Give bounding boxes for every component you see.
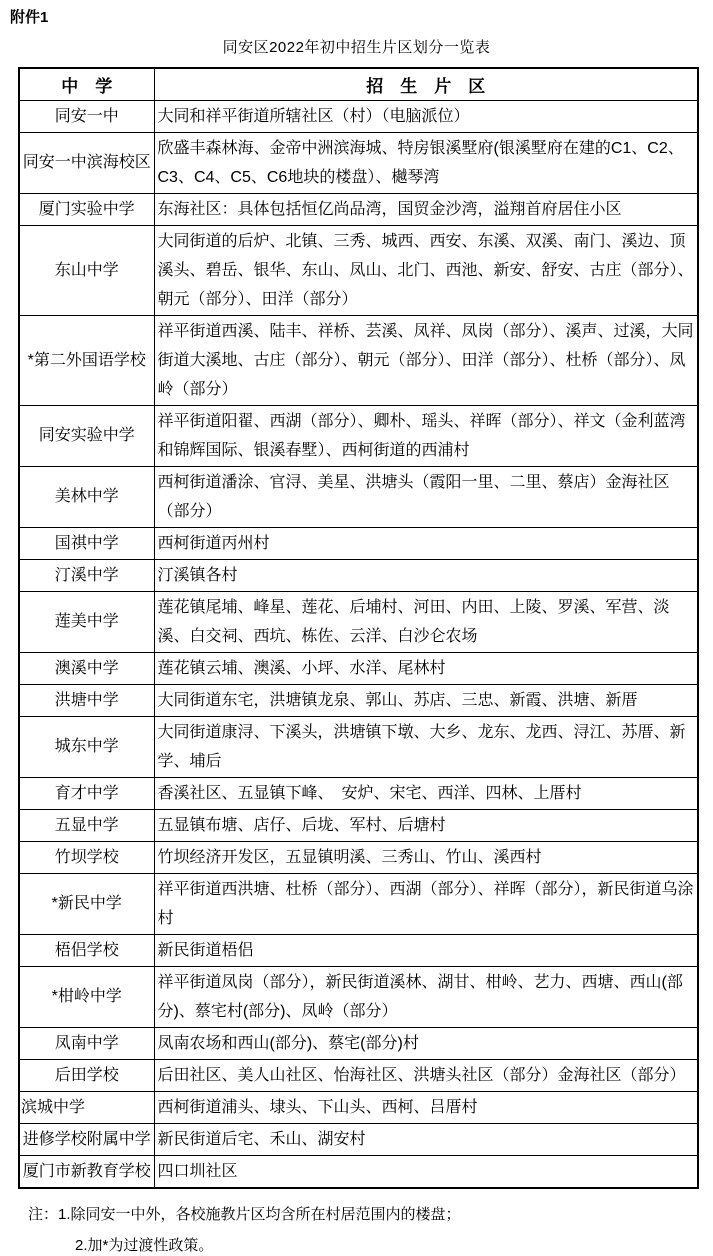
table-row <box>19 132 698 193</box>
table-header-row <box>19 68 698 100</box>
table-row <box>19 873 698 934</box>
school-name-cell: 澳溪中学 <box>19 652 154 684</box>
table-row <box>19 1027 698 1059</box>
district-cell: 四口圳社区 <box>154 1155 698 1188</box>
school-name-cell: 国祺中学 <box>19 527 154 559</box>
district-cell: 西柯街道潘涂、官浔、美星、洪塘头（霞阳一里、二里、蔡店）金海社区（部分） <box>154 466 698 527</box>
school-name-cell: 进修学校附属中学 <box>19 1123 154 1155</box>
district-cell: 大同街道的后炉、北镇、三秀、城西、西安、东溪、双溪、南门、溪边、顶溪头、碧岳、银华、东山、凤山、北门、西池、新安、舒安、古庄（部分）、朝元（部分）、田洋（部分） <box>154 225 698 315</box>
table-row <box>19 934 698 966</box>
district-cell: 祥平街道西洪塘、杜桥（部分）、西湖（部分）、祥晖（部分），新民街道乌涂村 <box>154 873 698 934</box>
page-title: 同安区2022年初中招生片区划分一览表 <box>222 39 491 56</box>
table-row <box>19 1123 698 1155</box>
attachment-label: 附件1 <box>10 9 49 26</box>
footnote-2: 2.加*为过渡性政策。 <box>75 1236 214 1254</box>
table-row <box>19 591 698 652</box>
school-name-cell: 同安实验中学 <box>19 405 154 466</box>
district-cell: 香溪社区、五显镇下峰、 安炉、宋宅、西洋、四林、上厝村 <box>154 777 698 809</box>
table-row <box>19 684 698 716</box>
table-row <box>19 315 698 405</box>
table-row <box>19 1155 698 1188</box>
district-cell: 新民街道梧侣 <box>154 934 698 966</box>
table-row <box>19 652 698 684</box>
district-cell: 莲花镇尾埔、峰星、莲花、后埔村、河田、内田、上陵、罗溪、军营、淡溪、白交祠、西坑、栋佐、云洋、白沙仑农场 <box>154 591 698 652</box>
school-name-cell: 东山中学 <box>19 225 154 315</box>
school-name-cell: 美林中学 <box>19 466 154 527</box>
school-name-cell: 梧侣学校 <box>19 934 154 966</box>
table-row <box>19 966 698 1027</box>
table-row <box>19 809 698 841</box>
school-name-cell: 城东中学 <box>19 716 154 777</box>
district-cell: 新民街道后宅、禾山、湖安村 <box>154 1123 698 1155</box>
district-cell: 欣盛丰森林海、金帝中洲滨海城、特房银溪墅府(银溪墅府在建的C1、C2、C3、C4、C5、C6地块的楼盘）、樾琴湾 <box>154 132 698 193</box>
footnote-1: 注：1.除同安一中外，各校施教片区均含所在村居范围内的楼盘； <box>28 1205 461 1223</box>
school-name-cell: 厦门市新教育学校 <box>19 1155 154 1188</box>
district-cell: 祥平街道凤岗（部分），新民街道溪林、湖甘、柑岭、艺力、西塘、西山(部分)、蔡宅村(部分)、凤岭（部分） <box>154 966 698 1027</box>
school-name-cell: 后田学校 <box>19 1059 154 1091</box>
table-row <box>19 559 698 591</box>
table-row <box>19 777 698 809</box>
table-row <box>19 405 698 466</box>
district-cell: 祥平街道阳翟、西湖（部分）、卿朴、瑶头、祥晖（部分）、祥文（金利蓝湾和锦辉国际、银溪春墅）、西柯街道的西浦村 <box>154 405 698 466</box>
table-row <box>19 1091 698 1123</box>
district-cell: 祥平街道西溪、陆丰、祥桥、芸溪、凤祥、凤岗（部分）、溪声、过溪，大同街道大溪地、古庄（部分）、朝元（部分）、田洋（部分）、杜桥（部分）、凤岭（部分） <box>154 315 698 405</box>
table-row <box>19 716 698 777</box>
district-cell: 西柯街道浦头、埭头、下山头、西柯、吕厝村 <box>154 1091 698 1123</box>
table-row <box>19 527 698 559</box>
school-name-cell: 五显中学 <box>19 809 154 841</box>
school-name-cell: 汀溪中学 <box>19 559 154 591</box>
district-cell: 汀溪镇各村 <box>154 559 698 591</box>
district-cell: 五显镇布塘、店仔、后垅、军村、后塘村 <box>154 809 698 841</box>
district-cell: 大同和祥平街道所辖社区（村）（电脑派位） <box>154 100 698 132</box>
table-row <box>19 225 698 315</box>
table-row <box>19 1059 698 1091</box>
school-name-cell: 厦门实验中学 <box>19 193 154 225</box>
school-name-cell: 凤南中学 <box>19 1027 154 1059</box>
district-cell: 后田社区、美人山社区、怡海社区、洪塘头社区（部分）金海社区（部分） <box>154 1059 698 1091</box>
school-name-cell: 洪塘中学 <box>19 684 154 716</box>
school-name-cell: 同安一中 <box>19 100 154 132</box>
table-row <box>19 100 698 132</box>
school-name-cell: 莲美中学 <box>19 591 154 652</box>
district-cell: 西柯街道丙州村 <box>154 527 698 559</box>
table-header-school: 中 学 <box>19 68 154 100</box>
footnotes <box>28 1201 713 1256</box>
school-name-cell: 滨城中学 <box>19 1091 154 1123</box>
table-row <box>19 193 698 225</box>
school-name-cell: 竹坝学校 <box>19 841 154 873</box>
district-cell: 莲花镇云埔、澳溪、小坪、水洋、尾林村 <box>154 652 698 684</box>
enrollment-district-table <box>18 67 699 1189</box>
table-row <box>19 466 698 527</box>
district-cell: 大同街道康浔、下溪头，洪塘镇下墩、大乡、龙东、龙西、浔江、苏厝、新学、埔后 <box>154 716 698 777</box>
table-row <box>19 841 698 873</box>
district-cell: 凤南农场和西山(部分)、蔡宅(部分)村 <box>154 1027 698 1059</box>
district-cell: 大同街道东宅，洪塘镇龙泉、郭山、苏店、三忠、新霞、洪塘、新厝 <box>154 684 698 716</box>
district-cell: 东海社区：具体包括恒亿尚品湾，国贸金沙湾，溢翔首府居住小区 <box>154 193 698 225</box>
school-name-cell: 同安一中滨海校区 <box>19 132 154 193</box>
school-name-cell: *第二外国语学校 <box>19 315 154 405</box>
table-header-district: 招 生 片 区 <box>154 68 698 100</box>
district-cell: 竹坝经济开发区，五显镇明溪、三秀山、竹山、溪西村 <box>154 841 698 873</box>
school-name-cell: 育才中学 <box>19 777 154 809</box>
school-name-cell: *柑岭中学 <box>19 966 154 1027</box>
school-name-cell: *新民中学 <box>19 873 154 934</box>
